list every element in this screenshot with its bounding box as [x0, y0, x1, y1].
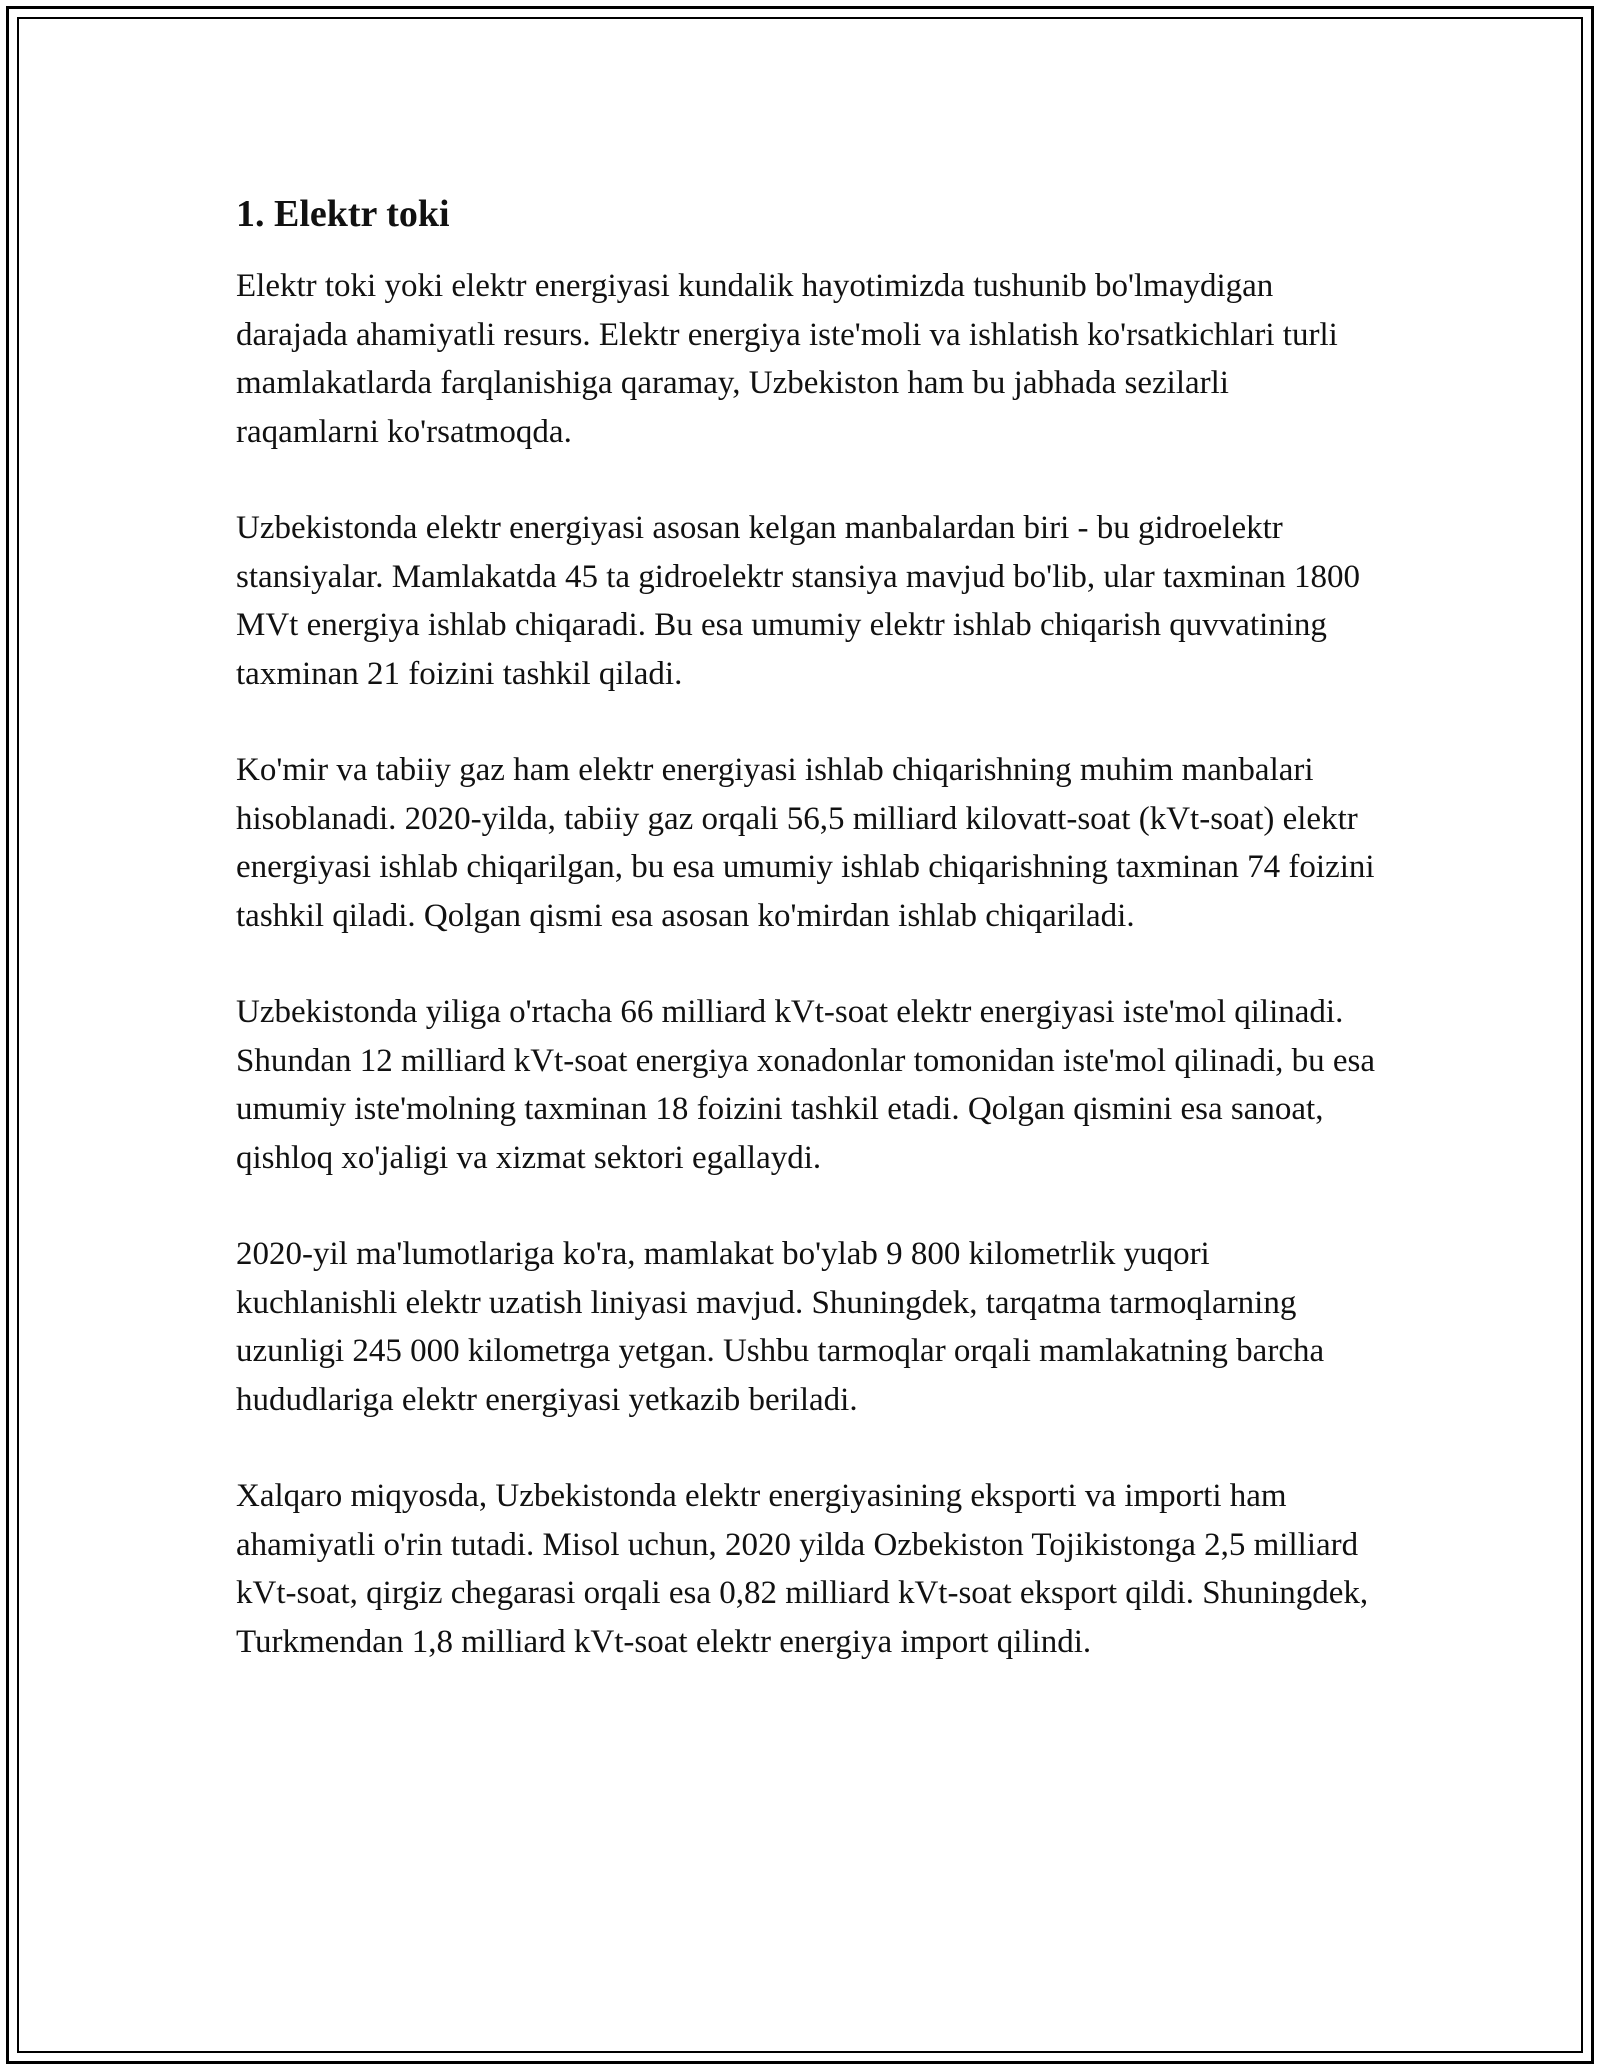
section-heading: 1. Elektr toki — [236, 193, 450, 235]
paragraph-grid: 2020-yil ma'lumotlariga ko'ra, mamlakat bo'ylab 9 800 kilometrlik yuqori kuchlanishli elektr uzatish liniyasi mavjud. Shuningdek, tarqatma tarmoqlarning uzunligi 245 000 kilometrga yetgan. Ushbu tarmoqlar orqali mamlakatning barcha hududlariga elektr energiyasi yetkazib beriladi. — [236, 1236, 1325, 1418]
paragraph-intro: Elektr toki yoki elektr energiyasi kundalik hayotimizda tushunib bo'lmaydigan darajada ahamiyatli resurs. Elektr energiya iste'moli va ishlatish ko'rsatkichlari turli mamlakatlarda farqlanishiga qaramay, Uzbekiston ham bu jabhada sezilarli raqamlarni ko'rsatmoqda. — [236, 268, 1338, 450]
paragraph-hydro: Uzbekistonda elektr energiyasi asosan kelgan manbalardan biri - bu gidroelektr stansiyalar. Mamlakatda 45 ta gidroelektr stansiya mavjud bo'lib, ular taxminan 1800 MVt energiya ishlab chiqaradi. Bu esa umumiy elektr ishlab chiqarish quvvatining taxminan 21 foizini tashkil qiladi. — [236, 510, 1361, 692]
paragraph-consumption: Uzbekistonda yiliga o'rtacha 66 milliard kVt-soat elektr energiyasi iste'mol qilinadi. Shundan 12 milliard kVt-soat energiya xonadonlar tomonidan iste'mol qilinadi, bu esa umumiy iste'molning taxminan 18 foizini tashkil etadi. Qolgan qismini esa sanoat, qishloq xo'jaligi va xizmat sektori egallaydi. — [236, 994, 1376, 1176]
document-body — [236, 186, 1376, 1714]
paragraph-coal-gas: Ko'mir va tabiiy gaz ham elektr energiyasi ishlab chiqarishning muhim manbalari hisoblanadi. 2020-yilda, tabiiy gaz orqali 56,5 milliard kilovatt-soat (kVt-soat) elektr energiyasi ishlab chiqarilgan, bu esa umumiy ishlab chiqarishning taxminan 74 foizini tashkil qiladi. Qolgan qismi esa asosan ko'mirdan ishlab chiqariladi. — [236, 752, 1375, 934]
paragraph-export-import: Xalqaro miqyosda, Uzbekistonda elektr energiyasining eksporti va importi ham ahamiyatli o'rin tutadi. Misol uchun, 2020 yilda Ozbekiston Tojikistonga 2,5 milliard kVt-soat, qirgiz chegarasi orqali esa 0,82 milliard kVt-soat eksport qildi. Shuningdek, Turkmendan 1,8 milliard kVt-soat elektr energiya import qilindi. — [236, 1478, 1369, 1660]
